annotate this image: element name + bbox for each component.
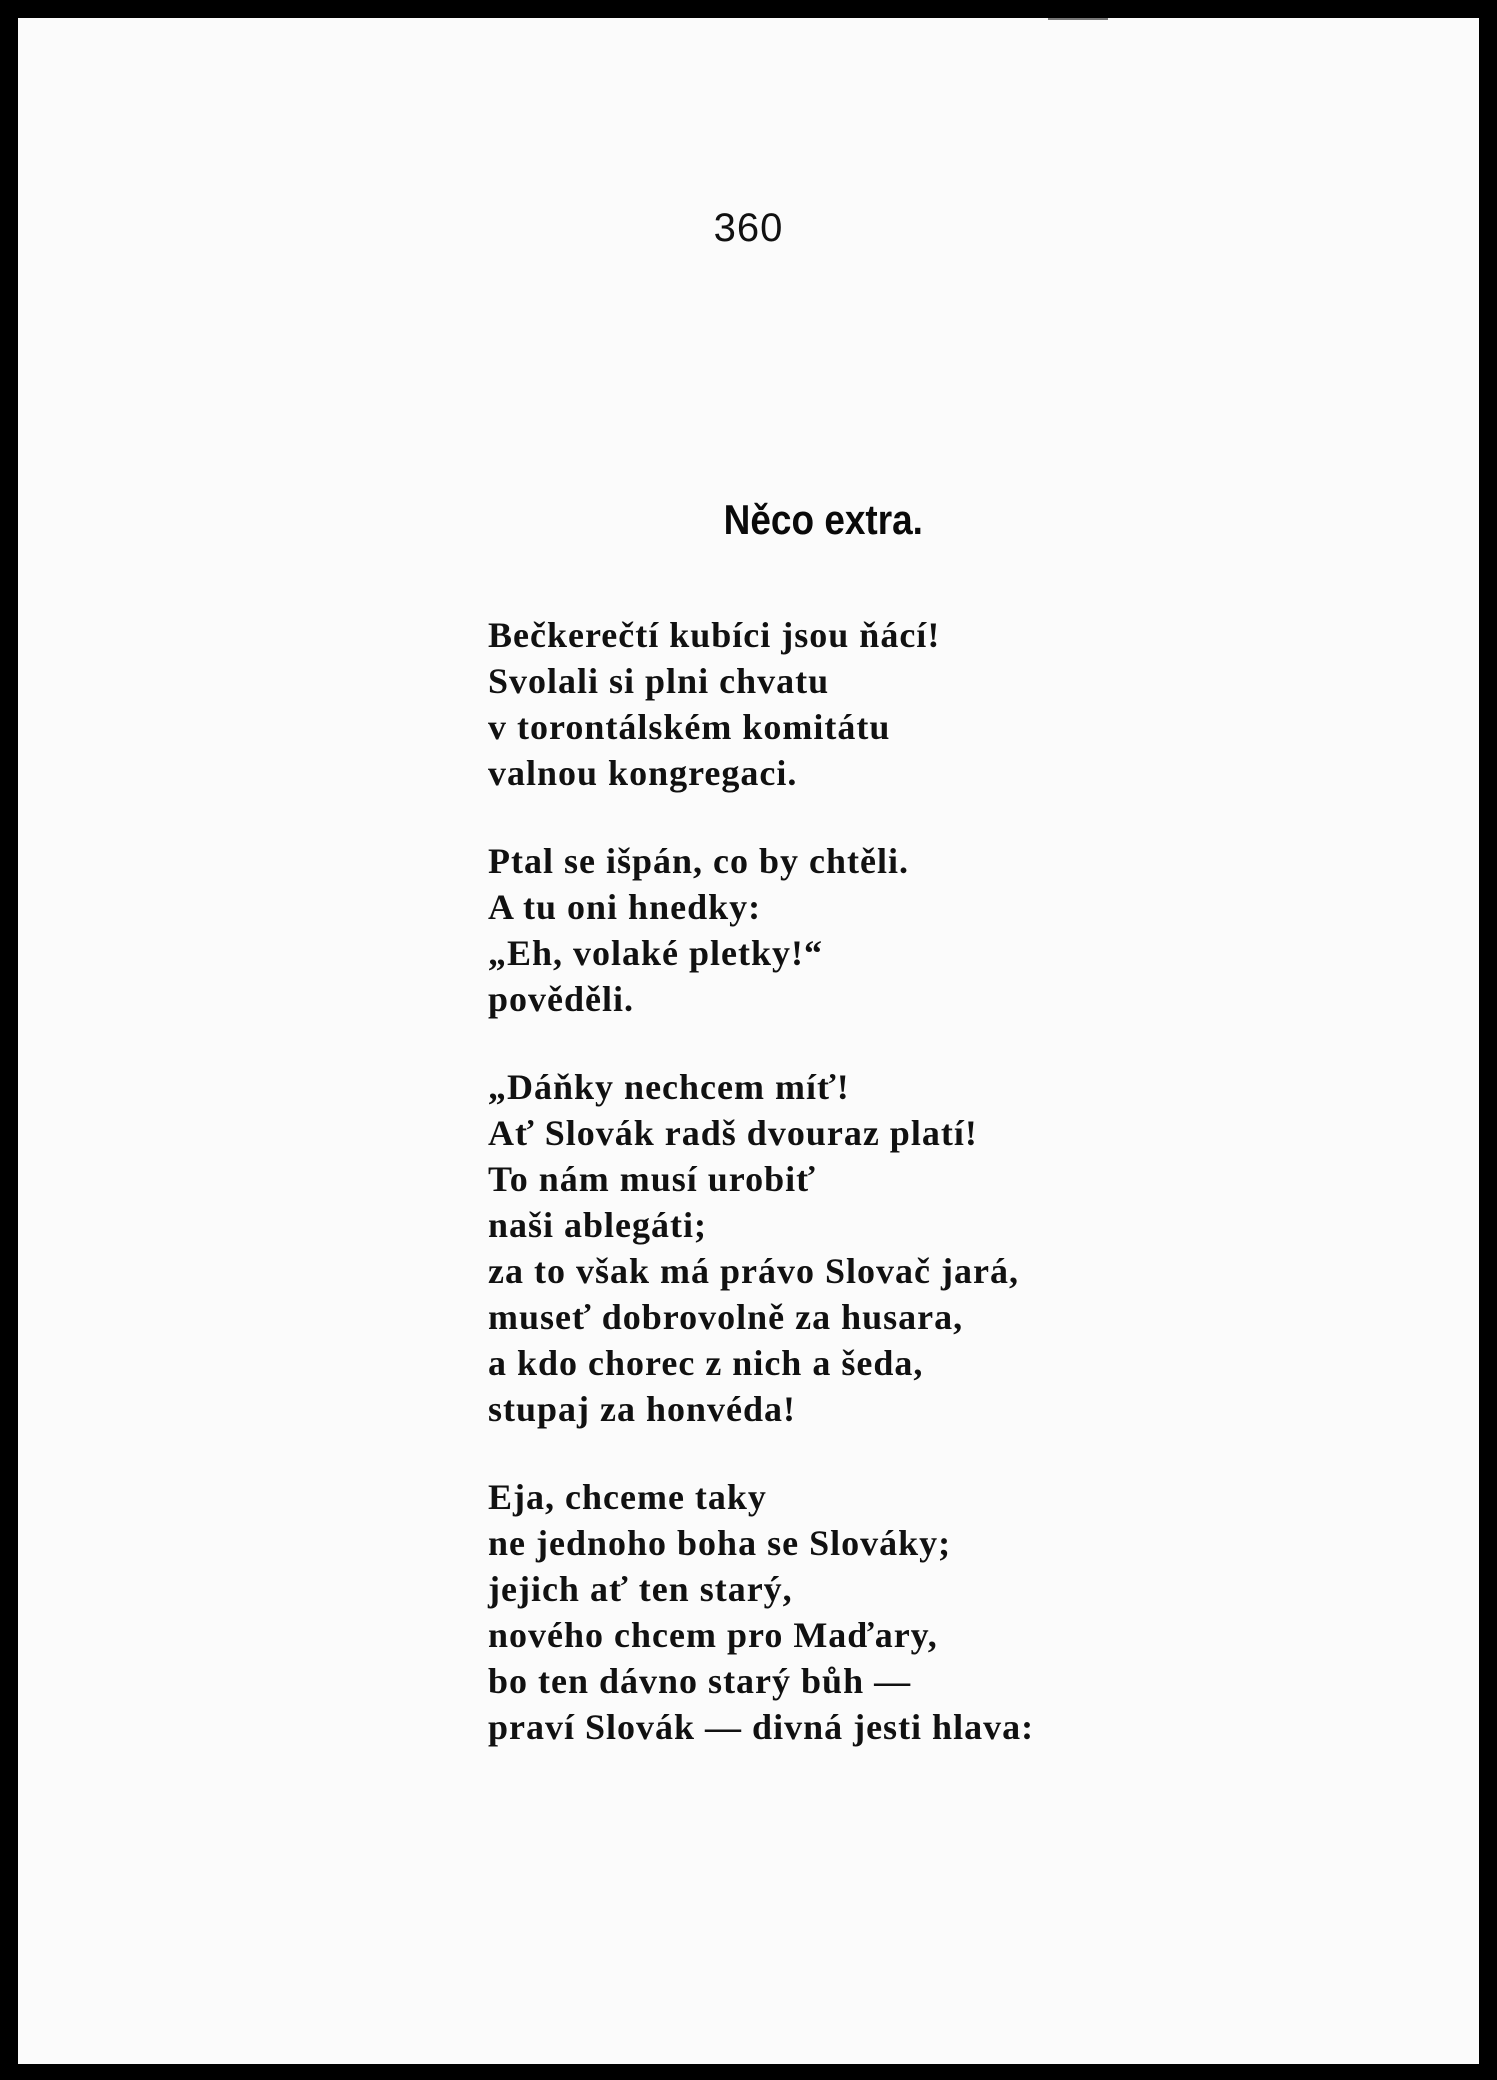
- poem-line: Bečkerečtí kubíci jsou ňácí!: [488, 615, 941, 655]
- poem-line: To nám musí urobiť: [488, 1159, 816, 1199]
- top-edge-mark: [1048, 18, 1108, 20]
- poem-line: pověděli.: [488, 979, 635, 1019]
- page-number: 360: [713, 206, 784, 250]
- poem-line: bo ten dávno starý bůh —: [488, 1661, 912, 1701]
- poem-title: Něco extra.: [723, 496, 923, 543]
- stanza-3: [488, 1064, 1034, 1432]
- poem-body: [488, 612, 1034, 1792]
- poem-line: praví Slovák — divná jesti hlava:: [488, 1707, 1035, 1747]
- poem-line: ne jednoho boha se Slováky;: [488, 1523, 952, 1563]
- poem-line: naši ablegáti;: [488, 1205, 708, 1245]
- stanza-2: [488, 838, 1034, 1022]
- poem-line: A tu oni hnedky:: [488, 887, 762, 927]
- poem-line: Ať Slovák radš dvouraz platí!: [488, 1113, 978, 1153]
- poem-line: v torontálském komitátu: [488, 707, 891, 747]
- stanza-4: [488, 1474, 1034, 1750]
- poem-line: „Dáňky nechcem míť!: [488, 1067, 850, 1107]
- book-page: [18, 18, 1479, 2064]
- poem-line: jejich ať ten starý,: [488, 1569, 793, 1609]
- poem-line: museť dobrovolně za husara,: [488, 1297, 964, 1337]
- poem-line: za to však má právo Slovač jará,: [488, 1251, 1019, 1291]
- poem-line: Ptal se išpán, co by chtěli.: [488, 841, 909, 881]
- poem-line: Eja, chceme taky: [488, 1477, 767, 1517]
- poem-line: nového chcem pro Maďary,: [488, 1615, 938, 1655]
- poem-line: „Eh, volaké pletky!“: [488, 933, 824, 973]
- poem-line: valnou kongregaci.: [488, 753, 798, 793]
- poem-line: Svolali si plni chvatu: [488, 661, 830, 701]
- poem-line: stupaj za honvéda!: [488, 1389, 797, 1429]
- poem-line: a kdo chorec z nich a šeda,: [488, 1343, 924, 1383]
- stanza-1: [488, 612, 1034, 796]
